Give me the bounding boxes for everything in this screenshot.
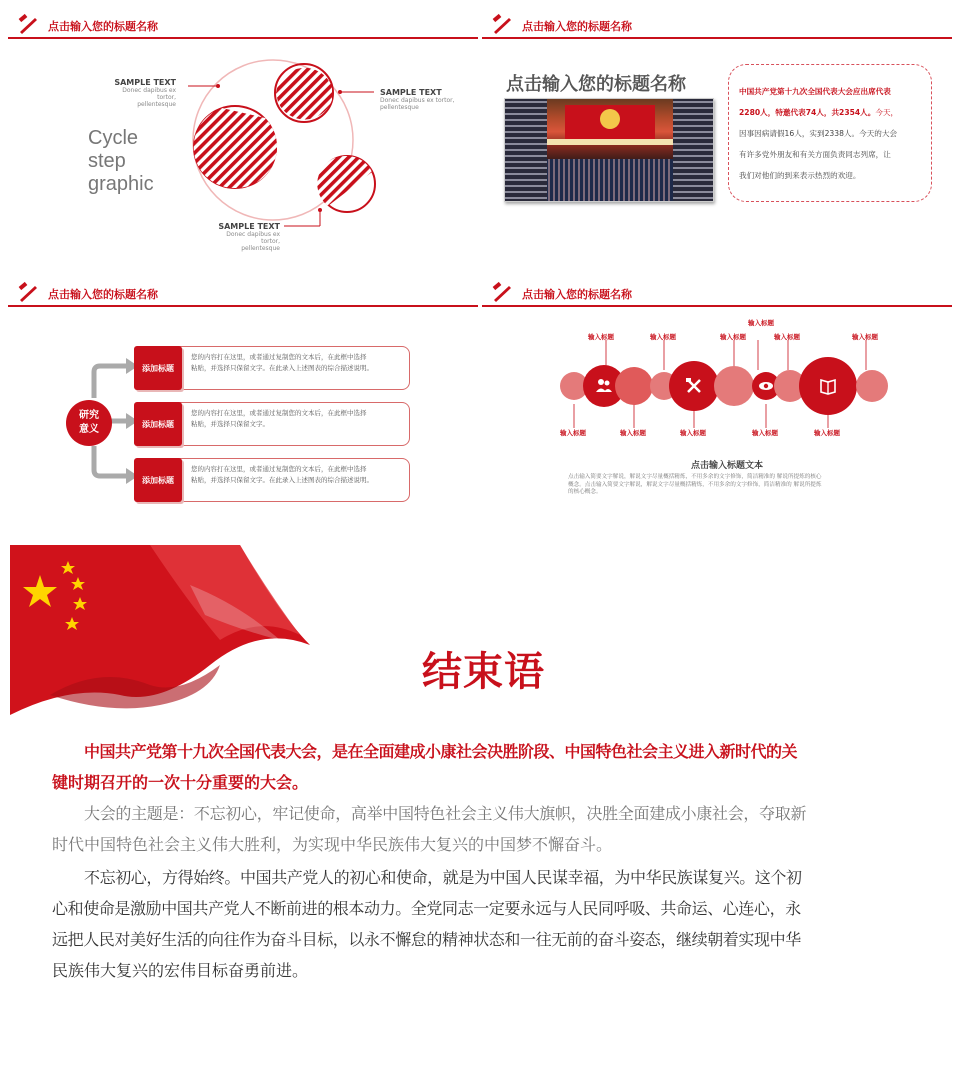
top-label: 输入标题: [588, 333, 614, 341]
circle-timeline-diagram: [482, 328, 952, 448]
sample-text-3: [208, 222, 280, 252]
slide-header: [482, 0, 952, 40]
paragraph-line: 民族伟大复兴的宏伟目标奋勇前进。: [52, 961, 309, 980]
top-label: 输入标题: [774, 333, 800, 341]
slide-big-title: 点击输入您的标题名称: [506, 74, 686, 95]
closing-paragraph-1: [52, 736, 902, 798]
add-title-tag-2[interactable]: 添加标题: [134, 402, 182, 446]
sample-desc: pellentesque: [380, 104, 419, 111]
slide-header: [8, 268, 478, 308]
sample-text-2: [380, 88, 460, 111]
party-emblem-icon: [490, 280, 514, 304]
bottom-label: 输入标题: [752, 429, 778, 437]
party-emblem-icon: [490, 12, 514, 36]
paragraph-line: 不忘初心，方得始终。中国共产党人的初心和使命，就是为中国人民谋幸福，为中华民族谋复兴。这个初: [84, 868, 802, 887]
description-line: 点击输入简要文字解说，解说文字尽量概括精炼，不用多余的文字修饰，简洁精准的 解说所提炼的核心: [568, 474, 822, 480]
sample-desc: Donec dapibus ex tortor,: [226, 231, 280, 245]
slide-congress-photo: [482, 0, 952, 260]
closing-paragraph-3: [52, 862, 902, 986]
content-text: 您的内容打在这里，或者通过复制您的文本后，在此框中选择: [191, 409, 367, 417]
party-emblem-icon: [16, 12, 40, 36]
top-label: 输入标题: [748, 319, 774, 327]
description-line: 的核心概念。: [568, 489, 602, 495]
paragraph-line: 键时期召开的一次十分重要的大会。: [52, 773, 309, 792]
paragraph-line: 大会的主题是：不忘初心，牢记使命，高举中国特色社会主义伟大旗帜，决胜全面建成小康社会，夺取新: [84, 804, 807, 823]
content-box-3: [168, 458, 410, 502]
bottom-label: 输入标题: [560, 429, 586, 437]
sample-desc: Donec dapibus ex tortor,: [122, 87, 176, 101]
sample-title: SAMPLE TEXT: [218, 222, 280, 231]
cycle-title-line: graphic: [88, 173, 154, 195]
info-line: 因事因病请假16人，实到2338人。今天的大会: [739, 129, 898, 138]
content-text: 粘贴，并选择只保留文字。在此录入上述图表的综合描述说明。: [191, 476, 373, 484]
slide-header-title: 点击输入您的标题名称: [522, 20, 632, 33]
slide-header-title: 点击输入您的标题名称: [48, 20, 158, 33]
top-label: 输入标题: [720, 333, 746, 341]
sample-desc: pellentesque: [241, 245, 280, 252]
add-title-tag-3[interactable]: 添加标题: [134, 458, 182, 502]
eye-icon: [757, 378, 775, 394]
info-line: 有许多党外朋友和有关方面负责同志列席，让: [739, 150, 891, 159]
cycle-title-line: step: [88, 150, 126, 172]
slide-header-title: 点击输入您的标题名称: [48, 288, 158, 301]
top-label: 输入标题: [852, 333, 878, 341]
info-line: 中国共产党第十九次全国代表大会应出席代表: [739, 87, 891, 96]
book-icon: [818, 376, 838, 396]
content-text: 您的内容打在这里，或者通过复制您的文本后，在此框中选择: [191, 465, 367, 473]
paragraph-line: 时代中国特色社会主义伟大胜利，为实现中华民族伟大复兴的中国梦不懈奋斗。: [52, 835, 613, 854]
closing-paragraph-2: [52, 798, 902, 860]
attendance-info-box: [728, 64, 932, 202]
info-line: [739, 102, 923, 123]
header-divider: [8, 37, 478, 39]
info-line-highlight: 2280人，特邀代表74人，共2354人。: [739, 108, 876, 117]
content-box-2: [168, 402, 410, 446]
slide-cycle-graphic: [8, 0, 478, 260]
slide-research-significance: [8, 268, 478, 518]
sample-desc: Donec dapibus ex tortor,: [380, 97, 455, 104]
bottom-label: 输入标题: [680, 429, 706, 437]
header-divider: [482, 305, 952, 307]
cycle-title-line: Cycle: [88, 127, 139, 149]
slide-circle-timeline: [482, 268, 952, 518]
text-title: 点击输入标题文本: [690, 461, 763, 471]
party-emblem-icon: [16, 280, 40, 304]
tools-icon: [684, 376, 704, 396]
red-flag-graphic: [10, 545, 310, 715]
sample-title: SAMPLE TEXT: [114, 78, 176, 87]
content-text: 您的内容打在这里，或者通过复制您的文本后，在此框中选择: [191, 353, 367, 361]
slide-header-title: 点击输入您的标题名称: [522, 288, 632, 301]
bottom-label: 输入标题: [620, 429, 646, 437]
paragraph-line: 远把人民对美好生活的向往作为奋斗目标，以永不懈怠的精神状态和一往无前的奋斗姿态，继续朝着实现中华: [52, 930, 801, 949]
slide-header: [482, 268, 952, 308]
header-divider: [482, 37, 952, 39]
content-text: 粘贴，并选择只保留文字。在此录入上述图表的综合描述说明。: [191, 364, 373, 372]
sample-title: SAMPLE TEXT: [380, 88, 442, 97]
center-line: 研究: [79, 410, 99, 421]
info-line-rest: 今天，: [875, 108, 899, 117]
description-line: 概念。点击输入简要文字解说，解说文字尽量概括精炼，不用多余的文字修饰，简洁精准的 解说所提炼: [568, 481, 822, 488]
content-box-1: [168, 346, 410, 390]
people-icon: [594, 376, 614, 396]
text-description: [568, 474, 888, 497]
add-title-tag-1[interactable]: 添加标题: [134, 346, 182, 390]
content-text: 粘贴，并选择只保留文字。: [191, 420, 269, 428]
info-line: 我们对他们的到来表示热烈的欢迎。: [739, 171, 861, 180]
bottom-label: 输入标题: [814, 429, 840, 437]
congress-hall-photo: [504, 98, 714, 202]
closing-title: 结束语: [422, 649, 545, 695]
paragraph-line: 中国共产党第十九次全国代表大会，是在全面建成小康社会决胜阶段、中国特色社会主义进入新时代的关: [84, 742, 798, 761]
paragraph-line: 心和使命是激励中国共产党人不断前进的根本动力。全党同志一定要永远与人民同呼吸、共命运、心连心，永: [52, 899, 801, 918]
header-divider: [8, 305, 478, 307]
top-label: 输入标题: [650, 333, 676, 341]
slide-header: [8, 0, 478, 40]
sample-text-1: [106, 78, 176, 108]
sample-desc: pellentesque: [137, 101, 176, 108]
research-center-circle: [66, 400, 112, 446]
center-line: 意义: [79, 424, 99, 435]
